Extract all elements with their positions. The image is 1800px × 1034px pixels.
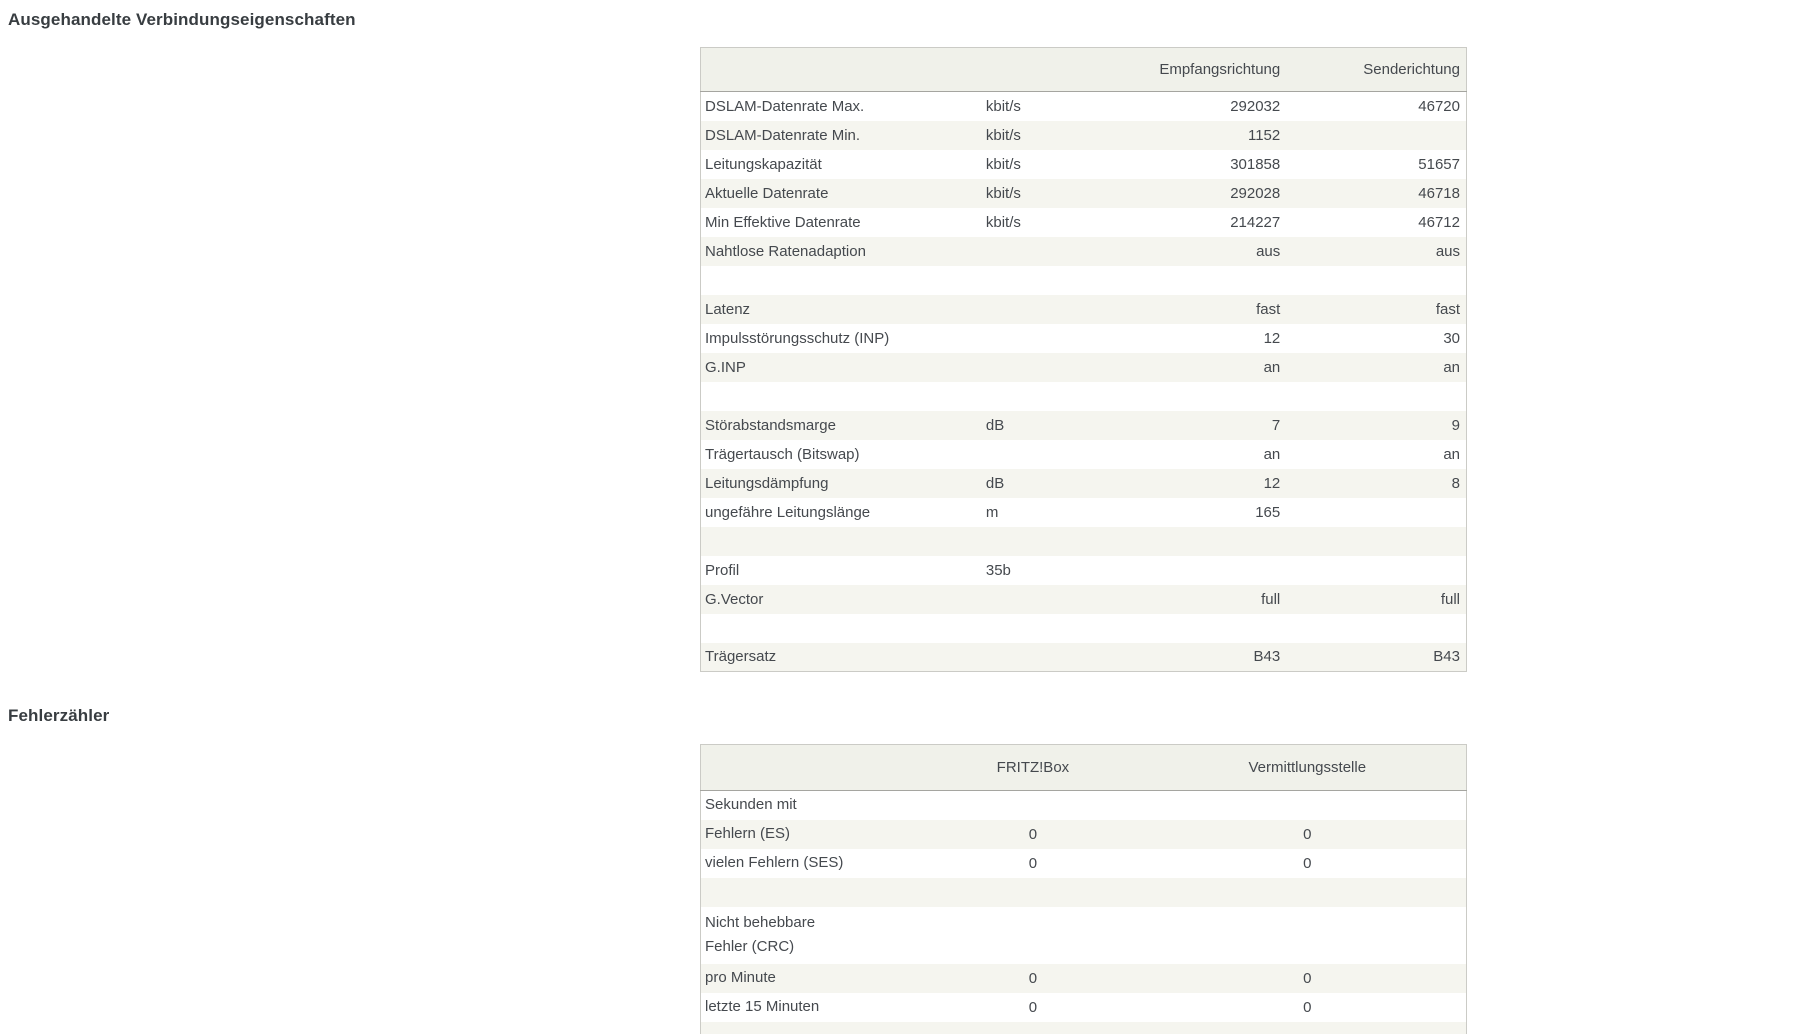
cell-unit (982, 295, 1082, 324)
cell-unit: m (985, 503, 999, 521)
cell-downstream-value: full (1261, 590, 1281, 608)
cell-property-label: G.Vector (705, 590, 764, 608)
cell-exchange-value (1202, 791, 1414, 820)
cell-property-label: Nahtlose Ratenadaption (705, 242, 866, 260)
section-title-connection-properties: Ausgehandelte Verbindungseigenschaften (8, 10, 356, 29)
cell-property-label: Leitungsdämpfung (705, 474, 829, 492)
table-row (701, 1022, 1467, 1034)
cell-filler (1414, 907, 1466, 964)
header-empty-filler (1414, 745, 1466, 791)
cell-filler (1414, 964, 1466, 993)
cell-property-label: Profil (705, 561, 740, 579)
connection-properties-table (700, 47, 1467, 672)
cell-downstream-value: 165 (1255, 503, 1281, 521)
table-row (701, 411, 1467, 440)
table-row (701, 907, 1467, 964)
cell-unit: 35b (985, 561, 1011, 579)
cell-upstream-value (1286, 498, 1466, 527)
cell-fritzbox-value (866, 907, 1202, 964)
cell-unit (982, 353, 1082, 382)
cell-downstream-value: 292028 (1230, 184, 1281, 202)
cell-downstream-value (1082, 382, 1286, 411)
cell-upstream-value: fast (1435, 300, 1460, 318)
cell-downstream-value: 292032 (1230, 97, 1281, 115)
cell-unit: kbit/s (985, 126, 1021, 144)
cell-property-label: Störabstandsmarge (705, 416, 836, 434)
cell-upstream-value: an (1443, 445, 1460, 463)
cell-unit (982, 237, 1082, 266)
cell-upstream-value (1286, 527, 1466, 556)
header-vermittlungsstelle: Vermittlungsstelle (1202, 745, 1414, 791)
table-row (701, 179, 1467, 208)
cell-unit (982, 527, 1082, 556)
cell-downstream-value: 7 (1271, 416, 1281, 434)
table-row (701, 993, 1467, 1022)
section-title-error-counters: Fehlerzähler (8, 706, 110, 725)
cell-exchange-value: 0 (1303, 854, 1312, 872)
table-row (701, 878, 1467, 907)
cell-filler (1414, 993, 1466, 1022)
cell-property-label: ungefähre Leitungslänge (705, 503, 871, 521)
cell-downstream-value: fast (1256, 300, 1281, 318)
cell-property-label (701, 614, 982, 643)
cell-unit: kbit/s (985, 97, 1021, 115)
table-row (701, 121, 1467, 150)
header-empty-unit (982, 48, 1082, 92)
cell-property-label: DSLAM-Datenrate Min. (705, 126, 861, 144)
cell-error-label: vielen Fehlern (SES) (705, 854, 844, 871)
cell-fritzbox-value: 0 (1028, 998, 1038, 1016)
cell-property-label (701, 266, 982, 295)
cell-downstream-value: 1152 (1247, 126, 1281, 144)
cell-upstream-value (1286, 121, 1466, 150)
cell-upstream-value: 9 (1451, 416, 1460, 434)
cell-unit: kbit/s (985, 213, 1021, 231)
cell-property-label: Trägertausch (Bitswap) (705, 445, 860, 463)
cell-filler (1414, 849, 1466, 878)
cell-unit: dB (985, 416, 1005, 434)
table-row (701, 266, 1467, 295)
cell-unit (982, 643, 1082, 672)
cell-upstream-value: an (1443, 358, 1460, 376)
table-row (701, 295, 1467, 324)
cell-downstream-value: 12 (1263, 474, 1281, 492)
cell-error-label: Fehlern (ES) (705, 825, 791, 842)
table-row (701, 440, 1467, 469)
header-empty-label (701, 745, 866, 791)
cell-unit (982, 440, 1082, 469)
cell-exchange-value (1202, 878, 1414, 907)
cell-property-label (701, 382, 982, 411)
cell-unit (982, 614, 1082, 643)
cell-downstream-value (1082, 266, 1286, 295)
cell-filler (1414, 791, 1466, 820)
cell-downstream-value: 214227 (1230, 213, 1281, 231)
table-row (701, 150, 1467, 179)
cell-upstream-value: aus (1435, 242, 1460, 260)
table-row (701, 324, 1467, 353)
cell-upstream-value (1286, 266, 1466, 295)
cell-unit (982, 382, 1082, 411)
cell-downstream-value: 12 (1263, 329, 1281, 347)
cell-upstream-value: B43 (1433, 648, 1460, 666)
cell-downstream-value: 301858 (1230, 155, 1281, 173)
cell-downstream-value: B43 (1253, 648, 1281, 666)
cell-error-label: Sekunden mit (705, 796, 797, 814)
table-row (701, 498, 1467, 527)
cell-upstream-value: 46720 (1418, 97, 1460, 115)
cell-property-label: Trägersatz (705, 648, 777, 666)
cell-property-label (701, 527, 982, 556)
cell-property-label: DSLAM-Datenrate Max. (705, 97, 865, 115)
header-empfangsrichtung: Empfangsrichtung (1082, 48, 1286, 92)
table-row (701, 614, 1467, 643)
header-fritzbox: FRITZ!Box (866, 745, 1202, 791)
cell-downstream-value (1082, 527, 1286, 556)
cell-property-label: G.INP (705, 358, 746, 376)
cell-upstream-value: 51657 (1418, 155, 1460, 173)
cell-upstream-value: 46718 (1418, 184, 1460, 202)
table-row (701, 964, 1467, 993)
table-row (701, 585, 1467, 614)
cell-fritzbox-value: 0 (1028, 854, 1038, 872)
cell-unit (982, 585, 1082, 614)
cell-exchange-value: 0 (1303, 969, 1312, 987)
cell-error-label (701, 878, 866, 907)
table-row (701, 556, 1467, 585)
table-row (701, 643, 1467, 672)
header-senderichtung: Senderichtung (1286, 48, 1466, 92)
table-row (701, 849, 1467, 878)
table-row (701, 820, 1467, 849)
cell-downstream-value (1082, 614, 1286, 643)
table-row (701, 527, 1467, 556)
cell-filler (1414, 820, 1466, 849)
cell-exchange-value: 0 (1303, 998, 1312, 1016)
cell-property-label: Min Effektive Datenrate (705, 213, 861, 231)
cell-fritzbox-value: 0 (1028, 825, 1038, 843)
cell-upstream-value (1286, 382, 1466, 411)
cell-error-label: Nicht behebbare Fehler (CRC) (705, 914, 816, 955)
table-row (701, 92, 1467, 121)
error-counters-table (700, 744, 1467, 1034)
cell-fritzbox-value (866, 791, 1202, 820)
cell-upstream-value: 8 (1451, 474, 1460, 492)
cell-upstream-value (1286, 614, 1466, 643)
cell-error-label (701, 1022, 866, 1034)
cell-upstream-value: full (1440, 590, 1460, 608)
cell-exchange-value (1202, 1022, 1414, 1034)
cell-upstream-value: 30 (1443, 329, 1460, 347)
cell-unit: kbit/s (985, 184, 1021, 202)
cell-fritzbox-value (866, 878, 1202, 907)
cell-fritzbox-value: 0 (1028, 969, 1038, 987)
cell-error-label: letzte 15 Minuten (705, 998, 820, 1015)
cell-unit (982, 324, 1082, 353)
table-row (701, 237, 1467, 266)
errors-table-header-row (701, 745, 1467, 791)
cell-unit: dB (985, 474, 1005, 492)
cell-filler (1414, 878, 1466, 907)
cell-downstream-value: aus (1256, 242, 1281, 260)
cell-filler (1414, 1022, 1466, 1034)
table-row (701, 208, 1467, 237)
cell-property-label: Leitungskapazität (705, 155, 822, 173)
cell-property-label: Latenz (705, 300, 751, 318)
cell-downstream-value (1082, 556, 1286, 585)
table-row (701, 353, 1467, 382)
cell-upstream-value: 46712 (1418, 213, 1460, 231)
cell-exchange-value (1202, 907, 1414, 964)
cell-unit (982, 266, 1082, 295)
cell-unit: kbit/s (985, 155, 1021, 173)
cell-property-label: Impulsstörungsschutz (INP) (705, 329, 890, 347)
table-row (701, 791, 1467, 820)
cell-downstream-value: an (1263, 358, 1281, 376)
table-row (701, 469, 1467, 498)
errors-table-body (701, 791, 1467, 1034)
header-empty-label (701, 48, 982, 92)
cell-fritzbox-value (866, 1022, 1202, 1034)
table-row (701, 382, 1467, 411)
cell-upstream-value (1286, 556, 1466, 585)
connection-table-body (701, 92, 1467, 672)
cell-property-label: Aktuelle Datenrate (705, 184, 829, 202)
cell-exchange-value: 0 (1303, 825, 1312, 843)
cell-downstream-value: an (1263, 445, 1281, 463)
cell-error-label: pro Minute (705, 969, 776, 986)
connection-table-header-row (701, 48, 1467, 92)
